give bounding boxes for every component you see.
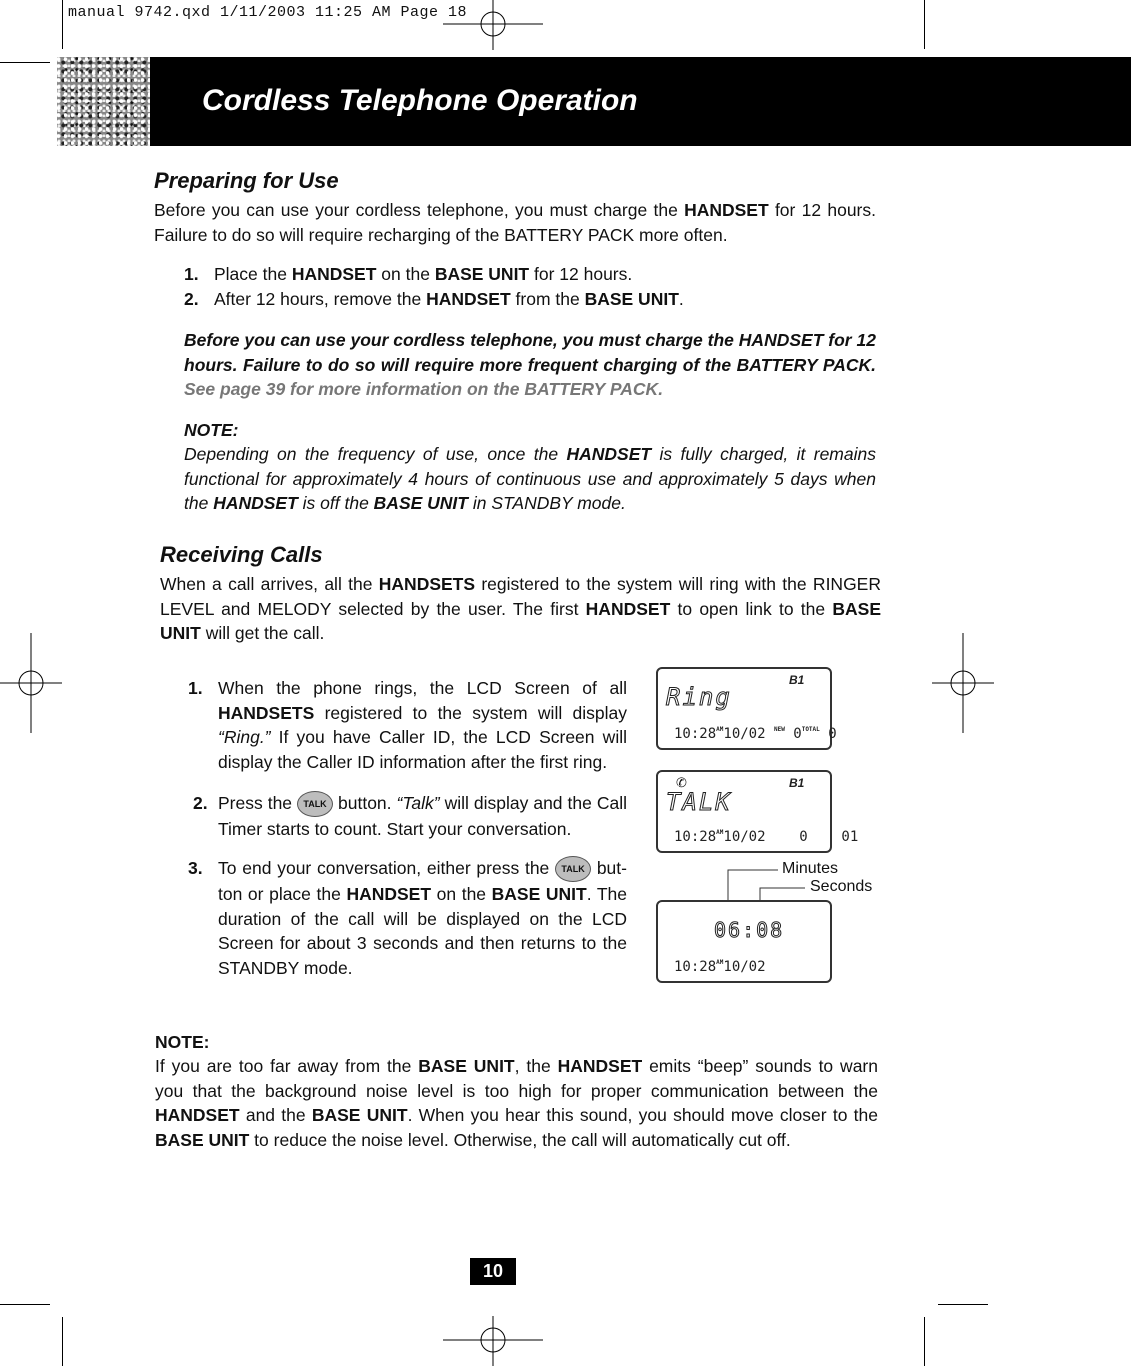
bottom-note-text: If you are too far away from the BASE UNIT, the HANDSET emits “beep” sounds to warn you that the background noise level is too high for proper communication between the HANDSET and the BASE UNIT. When you hear this sound, you should move closer to the BASE UNIT to reduce the noise level. Otherwise, the call will automatically cut off. [155,1056,879,1150]
receiving-step-1-number: 1. [188,678,203,698]
note-label: NOTE: [184,420,239,440]
lcd-base-tag: B1 [789,673,805,687]
crop-mark [0,1304,50,1305]
crop-mark [924,0,925,49]
heading-receiving: Receiving Calls [160,542,323,567]
registration-mark-right [932,633,994,733]
lcd-talk-text: TALK [666,788,732,816]
crop-mark [0,62,50,63]
lcd-screen-duration [656,900,832,983]
receiving-step-3-number: 3. [188,858,203,878]
lcd-screen-ring [656,667,837,750]
receiving-step-3: To end your conversation, either press the TALK but-ton or place the HANDSET on the BASE UNIT. The duration of the call will be displayed on the LCD Screen for about 3 seconds and then returns to the STANDBY mode. [218,858,627,978]
preparing-step-1: 1. Place the HANDSET on the BASE UNIT for 12 hours. [184,264,633,284]
preparing-step-2: 2. After 12 hours, remove the HANDSET from the BASE UNIT. [184,289,684,309]
label-seconds: Seconds [810,878,873,895]
lcd-status-line: $10:28^{AM}10/02$ 0 01 [674,829,859,845]
registration-mark-bottom [443,1316,543,1366]
bottom-note-label: NOTE: [155,1032,210,1052]
receiving-step-1: When the phone rings, the LCD Screen of all HANDSETS registered to the system will display “Ring.” If you have Caller ID, the LCD Screen will display the Caller ID information after the first ring. [218,678,627,772]
lcd-ring-text: Ring [666,683,732,711]
talk-button-icon: TALK [555,856,591,882]
preparing-intro: Before you can use your cordless telephone, you must charge the HANDSET for 12 hours. Failure to do so will require recharging of the BATTERY PACK more often. [154,200,876,245]
banner-texture [57,57,150,146]
registration-mark-left [0,633,62,733]
label-minutes: Minutes [782,860,839,877]
charge-warning: Before you can use your cordless telephone, you must charge the HANDSET for 12 hours. Failure to do so will require more frequent charging of the BATTERY PACK. See page 39 for more information on the BATTERY PACK. [184,330,876,399]
lcd-screen-talk [656,770,859,853]
crop-mark [938,1304,988,1305]
page-title: Cordless Telephone Operation [202,84,638,117]
preparing-note: Depending on the frequency of use, once the HANDSET is fully charged, it remains functional for approximately 4 hours of continuous use and approximately 5 days when the HANDSET is off the BASE UNIT in STANDBY mode. [184,444,876,513]
lcd-status-line: $10:28^{AM}10/02$ $^{NEW}$ $0^{TOTAL}$ 0 [674,726,837,742]
crop-mark [62,1317,63,1366]
crop-mark [62,0,63,49]
lcd-base-tag: B1 [789,776,805,790]
lcd-status-line: $10:28^{AM}10/02$ [674,959,766,975]
lcd-duration-text: 06:08 [714,918,785,942]
print-slug: manual 9742.qxd 1/11/2003 11:25 AM Page 18 [68,4,468,21]
registration-mark-top [443,0,543,50]
heading-preparing: Preparing for Use [154,168,339,193]
talk-button-icon: TALK [297,791,333,817]
handset-icon: ✆ [676,775,687,790]
receiving-intro: When a call arrives, all the HANDSETS registered to the system will ring with the RINGER LEVEL and MELODY selected by the user. The first HANDSET to open link to the BASE UNIT will get the call. [160,574,881,643]
crop-mark [924,1317,925,1366]
receiving-step-2: Press the TALK button. “Talk” will display and the Call Timer starts to count. Start your conversation. [218,793,627,840]
page-number: 10 [470,1258,516,1285]
receiving-step-2-number: 2. [193,793,208,813]
